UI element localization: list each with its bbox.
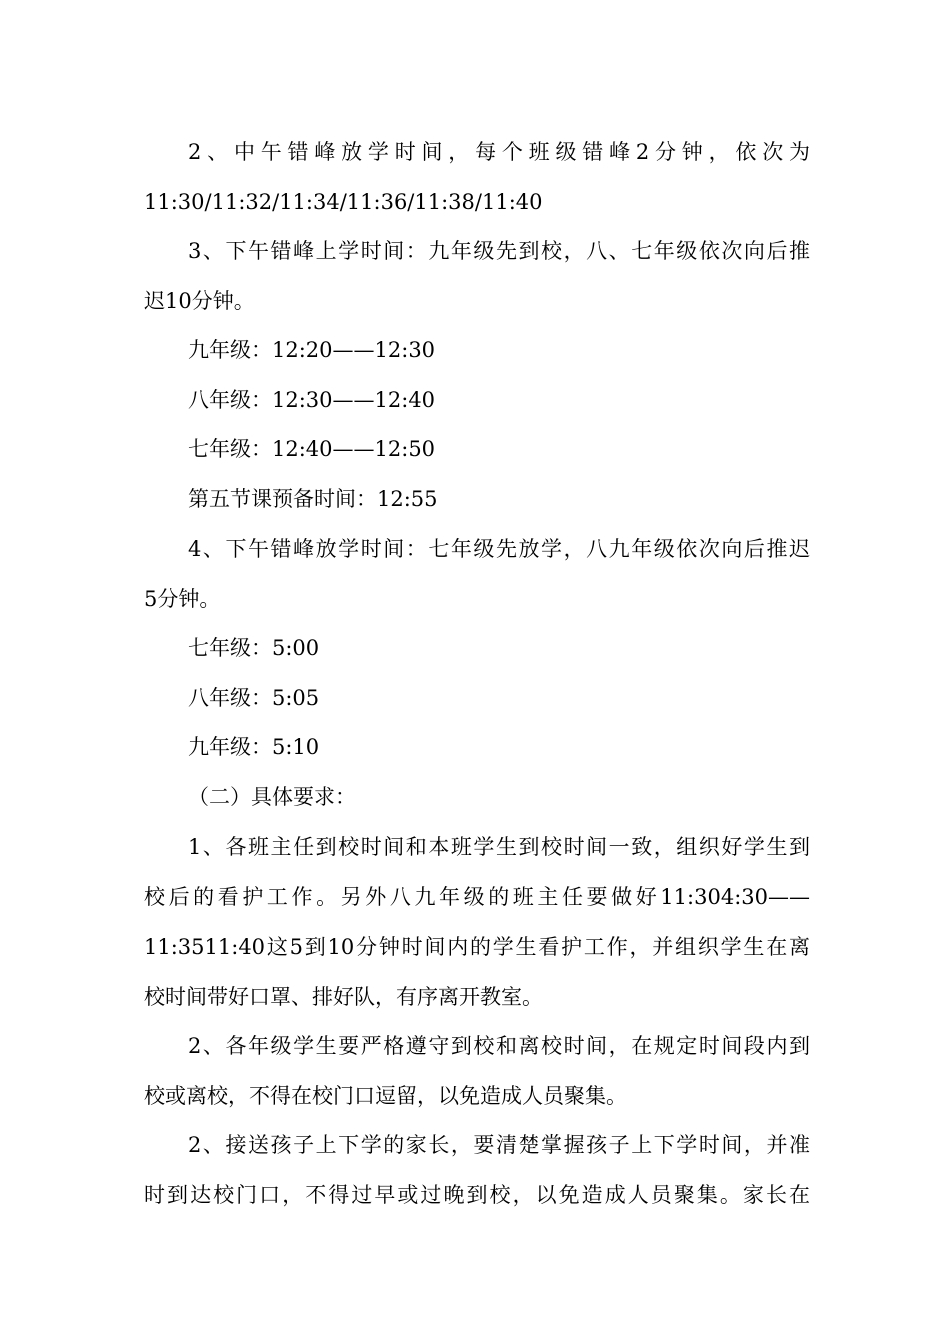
text-line: 校后的看护工作。另外八九年级的班主任要做好11:304:30—— [144,885,810,909]
paragraph-requirement-teachers [144,822,810,1022]
text-line: 5分钟。 [144,587,221,611]
schedule-fifth-period [144,474,810,524]
text-line: 第五节课预备时间：12:55 [188,487,438,511]
text-line: 2、各年级学生要严格遵守到校和离校时间，在规定时间段内到 [188,1034,810,1058]
paragraph-noon-dismissal [144,127,810,227]
section-heading-requirements [144,772,810,822]
schedule-grade-nine-dismissal [144,722,810,772]
text-line: 校时间带好口罩、排好队，有序离开教室。 [144,985,543,1009]
schedule-grade-nine-arrival [144,325,810,375]
text-line: 九年级：12:20——12:30 [188,338,436,362]
text-line: 11:30/11:32/11:34/11:36/11:38/11:40 [144,190,543,214]
schedule-grade-eight-dismissal [144,673,810,723]
text-line: 七年级：12:40——12:50 [188,437,436,461]
text-line: 时到达校门口，不得过早或过晚到校，以免造成人员聚集。家长在 [144,1183,810,1207]
text-line: 迟10分钟。 [144,289,255,313]
paragraph-requirement-students [144,1021,810,1121]
text-line: 2、中午错峰放学时间，每个班级错峰2分钟，依次为 [188,140,810,164]
text-line: （二）具体要求： [188,785,356,809]
text-line: 七年级：5:00 [188,636,320,660]
text-line: 11:3511:40这5到10分钟时间内的学生看护工作，并组织学生在离 [144,935,810,959]
text-line: 八年级：5:05 [188,686,320,710]
text-line: 九年级：5:10 [188,735,320,759]
paragraph-afternoon-arrival [144,226,810,326]
text-line: 3、下午错峰上学时间：九年级先到校，八、七年级依次向后推 [188,239,810,263]
schedule-grade-seven-dismissal [144,623,810,673]
paragraph-afternoon-dismissal [144,524,810,624]
text-line: 4、下午错峰放学时间：七年级先放学，八九年级依次向后推迟 [188,537,810,561]
text-line: 八年级：12:30——12:40 [188,388,436,412]
schedule-grade-seven-arrival [144,424,810,474]
text-line: 1、各班主任到校时间和本班学生到校时间一致，组织好学生到 [188,835,810,859]
schedule-grade-eight-arrival [144,375,810,425]
paragraph-requirement-parents [144,1120,810,1220]
text-line: 校或离校，不得在校门口逗留，以免造成人员聚集。 [144,1084,627,1108]
text-line: 2、接送孩子上下学的家长，要清楚掌握孩子上下学时间，并准 [188,1133,810,1157]
